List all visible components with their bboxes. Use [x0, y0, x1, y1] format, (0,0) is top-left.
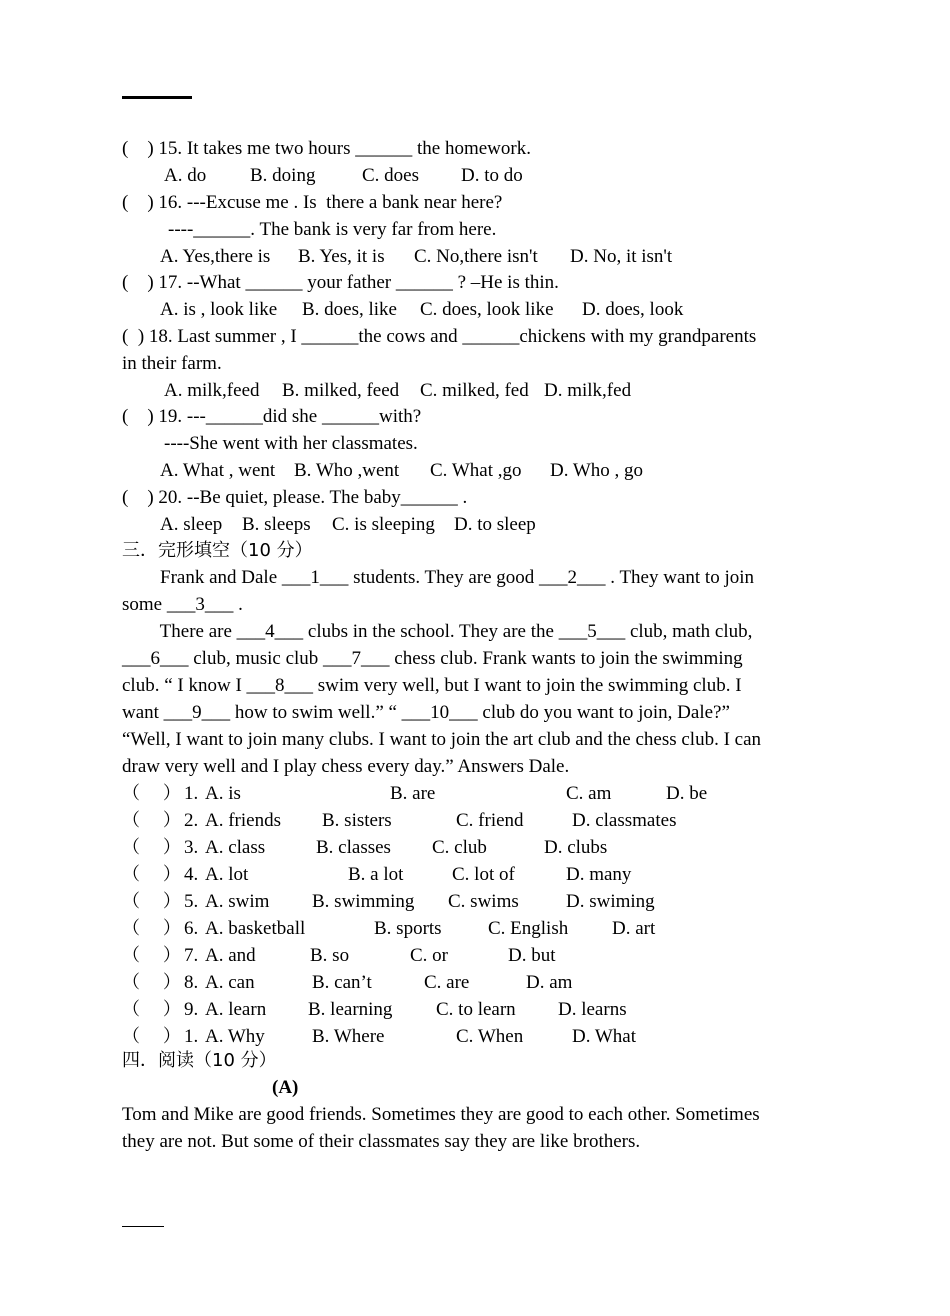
cloze-item-number: 1. [184, 783, 199, 804]
question-17: ( ) 17. --What ______ your father ______ ? –He is thin. [122, 272, 559, 293]
question-18: ( ) 18. Last summer , I ______the cows and ______chickens with my grandparents [122, 326, 757, 347]
answer-bracket: （ ） [122, 1026, 181, 1047]
option: A. friends [205, 810, 281, 831]
answer-bracket: （ ） [122, 999, 181, 1020]
option: C. swims [448, 891, 519, 912]
answer-bracket: （ ） [122, 945, 181, 966]
question-16-response: ----______. The bank is very far from here. [168, 219, 497, 240]
reading-heading: 四．阅读（10 分） [122, 1050, 277, 1071]
option: A. milk,feed [164, 380, 260, 401]
option: D. swiming [566, 891, 655, 912]
option: B. learning [308, 999, 393, 1020]
option: B. sports [374, 918, 442, 939]
reading-passage-line: they are not. But some of their classmates say they are like brothers. [122, 1131, 641, 1152]
option: A. What , went [160, 460, 276, 481]
question-18-continued: in their farm. [122, 353, 222, 374]
option: B. Who ,went [294, 460, 400, 481]
option: C. am [566, 783, 612, 804]
cloze-passage-line: Frank and Dale ___1___ students. They are good ___2___ . They want to join [122, 567, 755, 588]
option: B. milked, feed [282, 380, 400, 401]
option: A. do [164, 165, 207, 186]
cloze-passage-line: want ___9___ how to swim well.” “ ___10___ club do you want to join, Dale?” [122, 702, 730, 723]
option: D. milk,fed [544, 380, 632, 401]
option: D. to do [461, 165, 523, 186]
cloze-passage-line: “Well, I want to join many clubs. I want to join the art club and the chess club. I can [122, 729, 762, 750]
option: C. are [424, 972, 470, 993]
option: C. friend [456, 810, 524, 831]
option: C. is sleeping [332, 514, 435, 535]
option: D. learns [558, 999, 627, 1020]
footer-rule [122, 1226, 164, 1227]
question-20: ( ) 20. --Be quiet, please. The baby______ . [122, 487, 468, 508]
option: C. No,there isn't [414, 246, 538, 267]
answer-bracket: （ ） [122, 972, 181, 993]
option: D. art [612, 918, 656, 939]
cloze-item-number: 1. [184, 1026, 199, 1047]
cloze-item-number: 4. [184, 864, 199, 885]
option: C. does, look like [420, 299, 554, 320]
option: A. learn [205, 999, 267, 1020]
cloze-passage-line: some ___3___ . [122, 594, 243, 615]
option: A. and [205, 945, 256, 966]
option: A. basketball [205, 918, 306, 939]
option: A. Why [205, 1026, 265, 1047]
question-19: ( ) 19. ---______did she ______with? [122, 406, 422, 427]
option: C. or [410, 945, 448, 966]
option: D. but [508, 945, 556, 966]
option: D. does, look [582, 299, 684, 320]
cloze-item-number: 2. [184, 810, 199, 831]
option: D. Who , go [550, 460, 644, 481]
option: B. does, like [302, 299, 397, 320]
option: B. doing [250, 165, 316, 186]
question-15: ( ) 15. It takes me two hours ______ the homework. [122, 138, 531, 159]
option: A. swim [205, 891, 270, 912]
option: A. is [205, 783, 241, 804]
option: C. What ,go [430, 460, 522, 481]
option: B. are [390, 783, 436, 804]
option: C. lot of [452, 864, 515, 885]
answer-bracket: （ ） [122, 918, 181, 939]
option: A. lot [205, 864, 249, 885]
option: D. to sleep [454, 514, 536, 535]
option: A. is , look like [160, 299, 278, 320]
cloze-item-number: 5. [184, 891, 199, 912]
cloze-passage-line: draw very well and I play chess every day.” Answers Dale. [122, 756, 570, 777]
cloze-heading: 三．完形填空（10 分） [122, 540, 313, 561]
cloze-item-number: 6. [184, 918, 199, 939]
option: B. a lot [348, 864, 404, 885]
option: A. can [205, 972, 255, 993]
option: D. am [526, 972, 573, 993]
option: D. classmates [572, 810, 677, 831]
cloze-item-number: 7. [184, 945, 199, 966]
cloze-item-number: 3. [184, 837, 199, 858]
option: B. so [310, 945, 350, 966]
option: C. does [362, 165, 419, 186]
option: A. Yes,there is [160, 246, 271, 267]
question-19-response: ----She went with her classmates. [164, 433, 418, 454]
answer-bracket: （ ） [122, 810, 181, 831]
option: C. club [432, 837, 487, 858]
answer-bracket: （ ） [122, 837, 181, 858]
cloze-passage-line: There are ___4___ clubs in the school. They are the ___5___ club, math club, [122, 621, 753, 642]
option: A. sleep [160, 514, 223, 535]
cloze-item-number: 8. [184, 972, 199, 993]
option: D. No, it isn't [570, 246, 673, 267]
cloze-passage-line: club. “ I know I ___8___ swim very well, but I want to join the swimming club. I [122, 675, 742, 696]
option: C. When [456, 1026, 524, 1047]
option: B. swimming [312, 891, 415, 912]
option: D. clubs [544, 837, 608, 858]
answer-bracket: （ ） [122, 891, 181, 912]
option: B. classes [316, 837, 391, 858]
option: D. What [572, 1026, 637, 1047]
option: B. sisters [322, 810, 392, 831]
reading-passage-line: Tom and Mike are good friends. Sometimes they are good to each other. Sometimes [122, 1104, 760, 1125]
option: A. class [205, 837, 266, 858]
header-rule [122, 96, 192, 99]
option: B. Yes, it is [298, 246, 385, 267]
option: B. can’t [312, 972, 372, 993]
option: C. milked, fed [420, 380, 529, 401]
reading-subheading: (A) [272, 1077, 299, 1098]
option: B. Where [312, 1026, 385, 1047]
answer-bracket: （ ） [122, 783, 181, 804]
question-16: ( ) 16. ---Excuse me . Is there a bank near here? [122, 192, 503, 213]
cloze-passage-line: ___6___ club, music club ___7___ chess club. Frank wants to join the swimming [122, 648, 743, 669]
cloze-item-number: 9. [184, 999, 199, 1020]
option: C. to learn [436, 999, 516, 1020]
option: D. many [566, 864, 632, 885]
option: D. be [666, 783, 708, 804]
option: B. sleeps [242, 514, 311, 535]
option: C. English [488, 918, 569, 939]
answer-bracket: （ ） [122, 864, 181, 885]
